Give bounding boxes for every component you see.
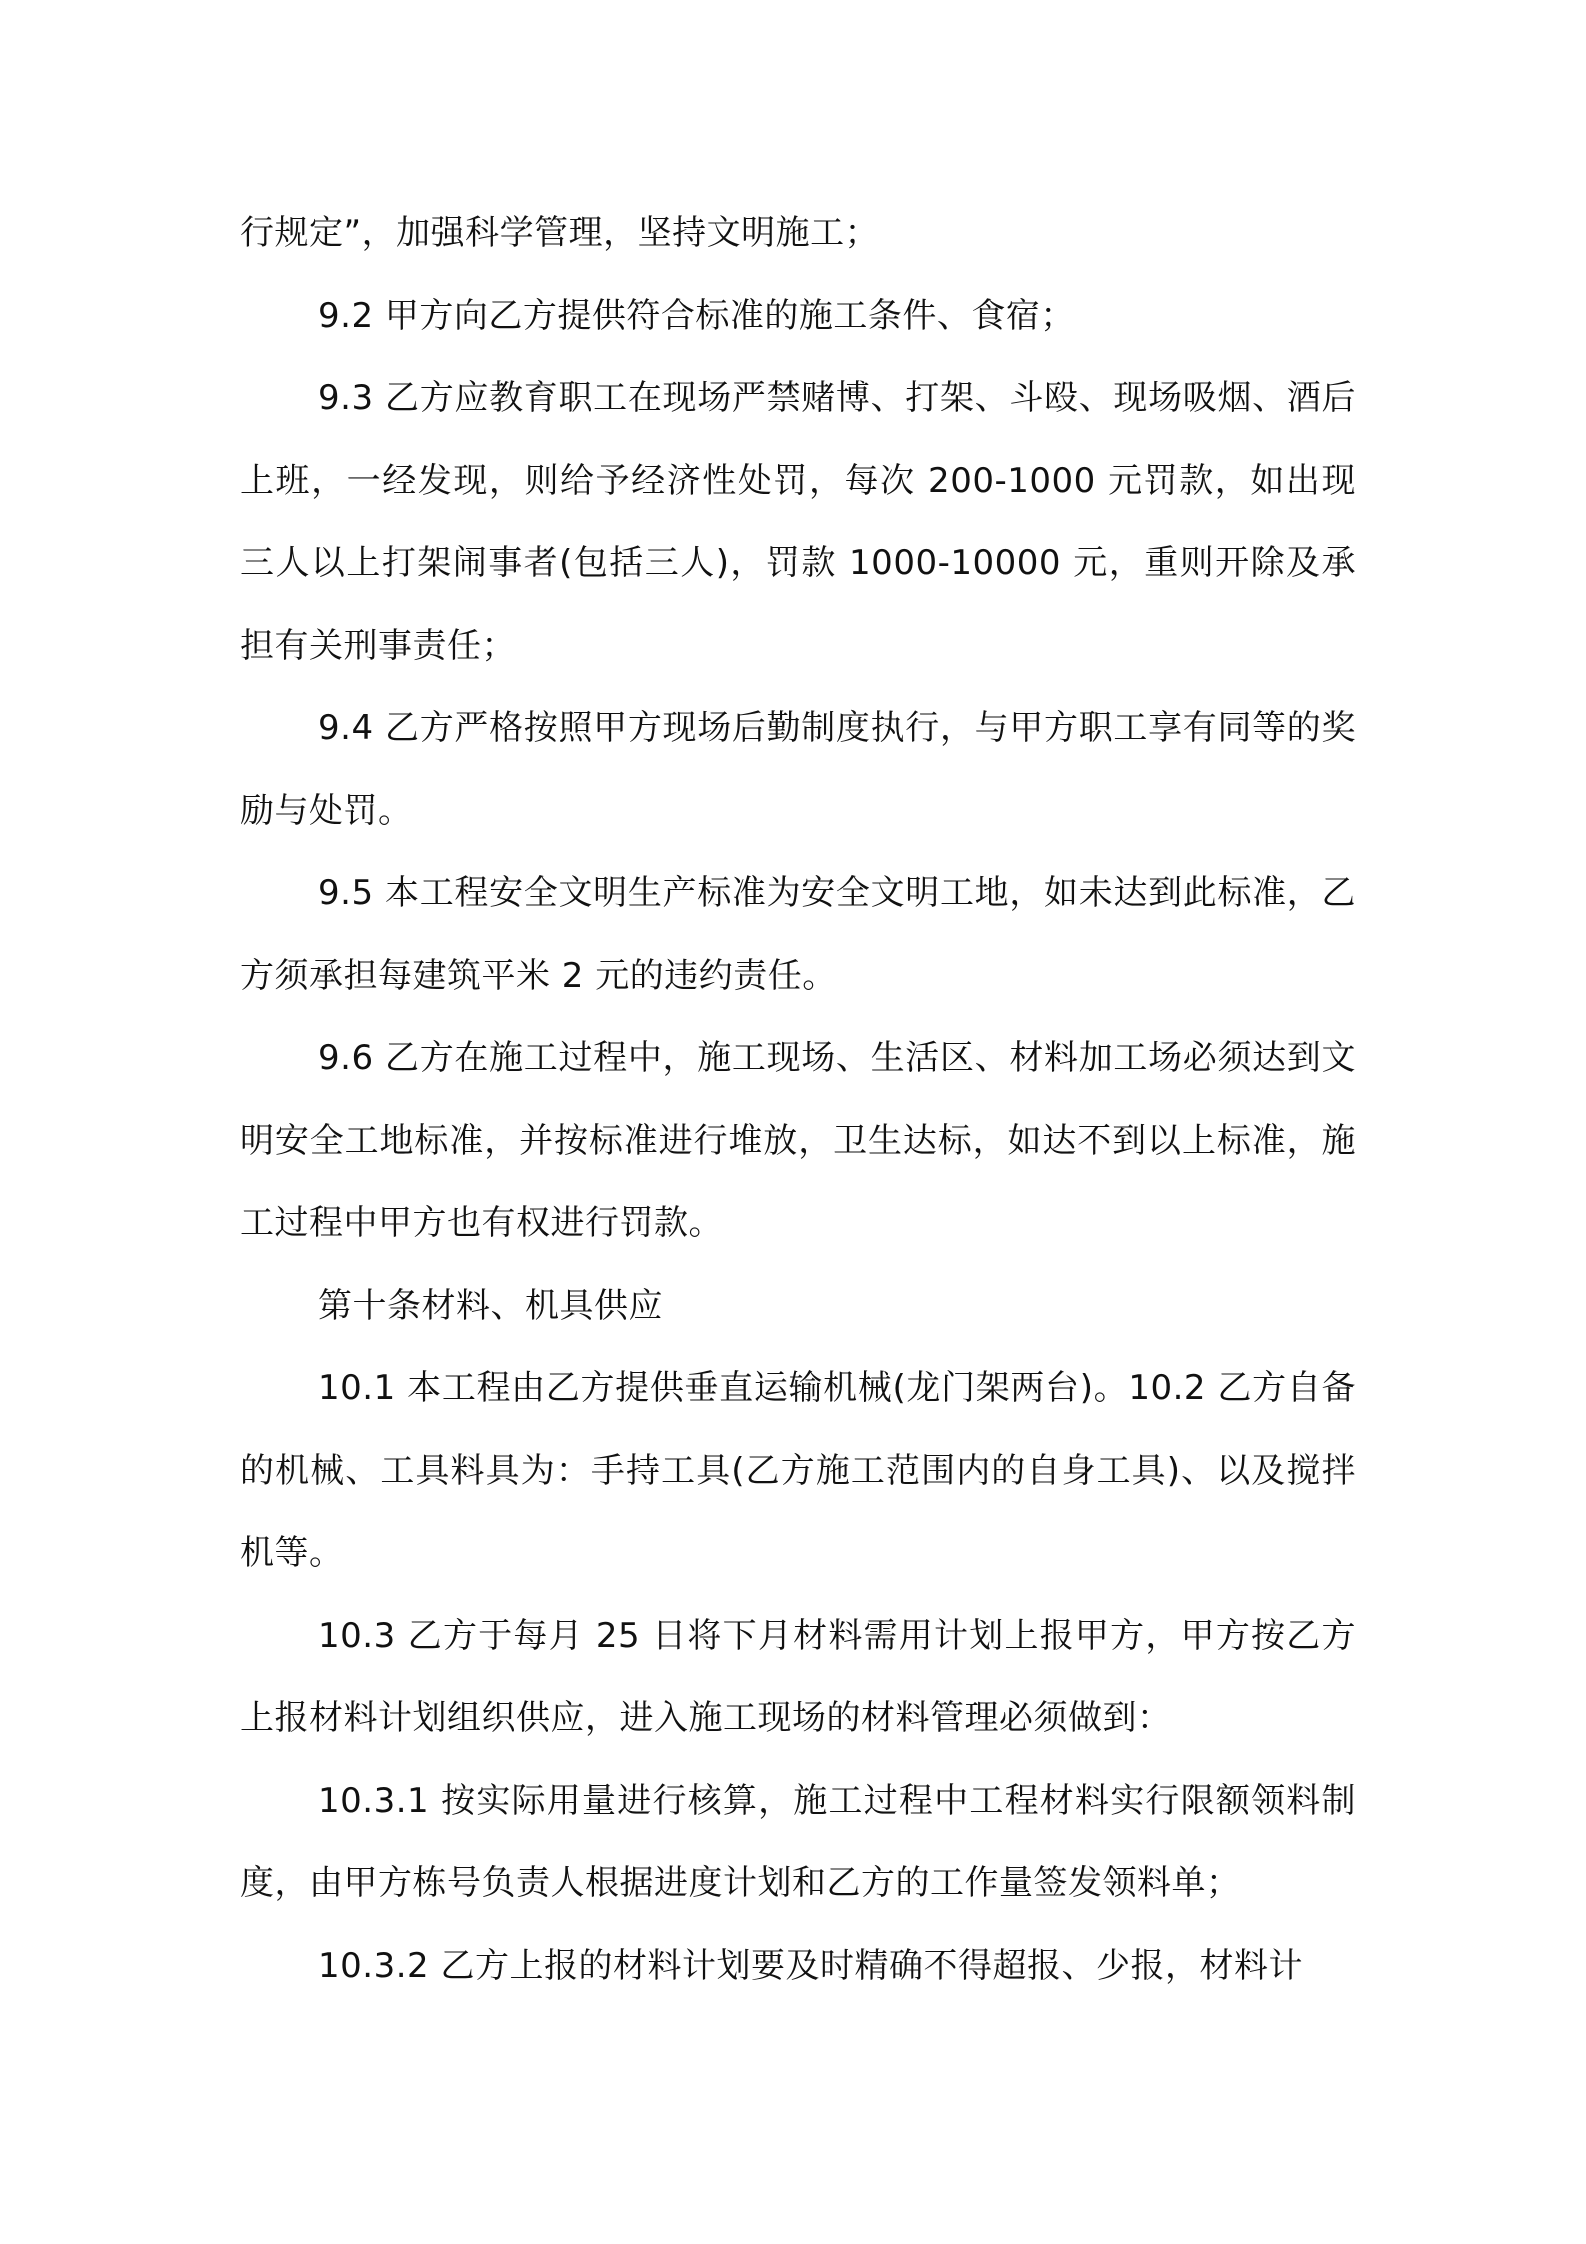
paragraph-continuation: 行规定”，加强科学管理，坚持文明施工； [240,213,880,253]
paragraph-10-3-2: 10.3.2 乙方上报的材料计划要及时精确不得超报、少报，材料计 [318,1945,1303,1986]
section-heading-10: 第十条材料、机具供应 [318,1285,663,1326]
paragraph-10-3: 10.3 乙方于每月 25 日将下月材料需用计划上报甲方，甲方按乙方上报材料计划组织供应，进入施工现场的材料管理必须做到： [240,1615,1356,1738]
paragraph-9-2: 9.2 甲方向乙方提供符合标准的施工条件、食宿； [318,295,1075,336]
paragraph-9-3: 9.3 乙方应教育职工在现场严禁赌博、打架、斗殴、现场吸烟、酒后上班，一经发现，则给予经济性处罚，每次 200-1000 元罚款，如出现三人以上打架闹事者(包括三人)，罚款 1000-10000 元，重则开除及承担有关刑事责任； [240,378,1356,666]
paragraph-9-5: 9.5 本工程安全文明生产标准为安全文明工地，如未达到此标准，乙方须承担每建筑平米 2 元的违约责任。 [240,873,1356,996]
paragraph-9-4: 9.4 乙方严格按照甲方现场后勤制度执行，与甲方职工享有同等的奖励与处罚。 [240,708,1356,831]
paragraph-10-3-1: 10.3.1 按实际用量进行核算，施工过程中工程材料实行限额领料制度，由甲方栋号负责人根据进度计划和乙方的工作量签发领料单； [240,1780,1356,1903]
document-body [240,192,1356,2007]
paragraph-9-6: 9.6 乙方在施工过程中，施工现场、生活区、材料加工场必须达到文明安全工地标准，并按标准进行堆放，卫生达标，如达不到以上标准，施工过程中甲方也有权进行罚款。 [240,1038,1356,1243]
paragraph-10-1: 10.1 本工程由乙方提供垂直运输机械(龙门架两台)。10.2 乙方自备的机械、工具料具为：手持工具(乙方施工范围内的自身工具)、以及搅拌机等。 [240,1368,1356,1573]
